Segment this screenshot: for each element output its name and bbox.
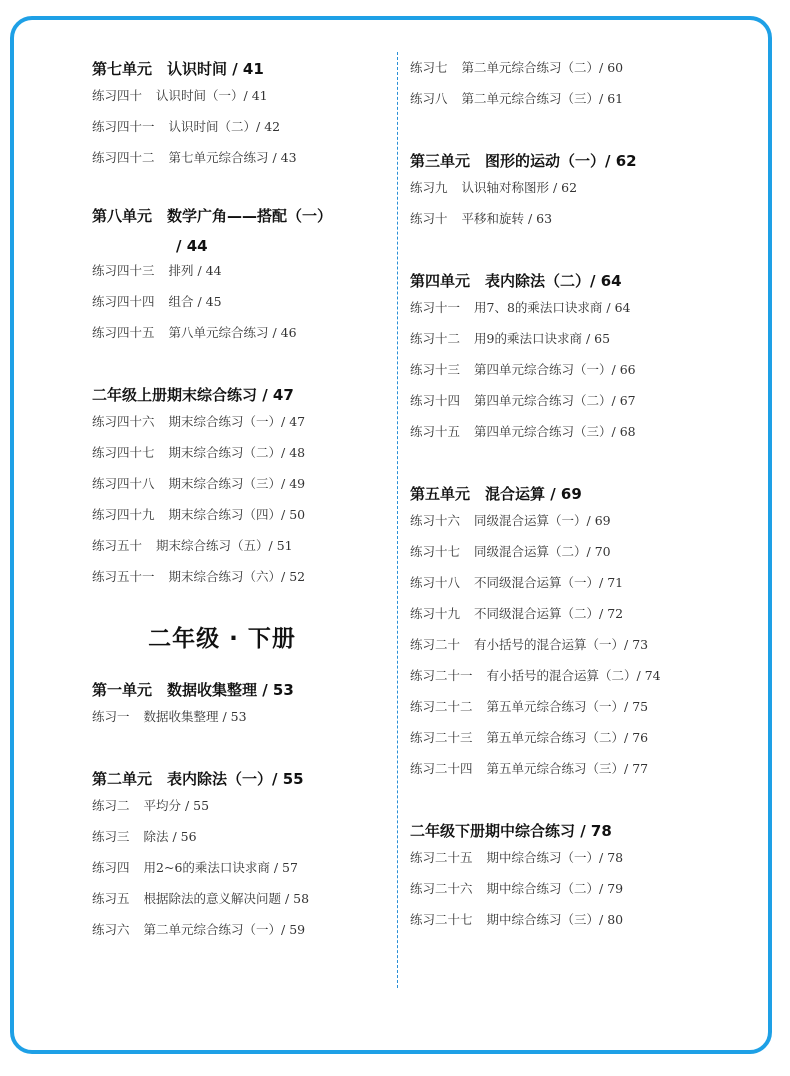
exercise-title: 第四单元综合练习（二）/ 67 xyxy=(474,393,636,408)
exercise-entry[interactable] xyxy=(92,852,382,883)
exercise-number: 练习二十 xyxy=(410,637,461,652)
exercise-number: 练习三 xyxy=(92,829,130,844)
exercise-title: 期中综合练习（一）/ 78 xyxy=(486,850,624,865)
exercise-entry[interactable] xyxy=(410,904,750,935)
exercise-entry[interactable] xyxy=(92,561,382,592)
toc-blocks xyxy=(410,52,750,935)
exercise-entry[interactable] xyxy=(410,292,750,323)
exercise-title: 有小括号的混合运算（一）/ 73 xyxy=(474,637,649,652)
exercise-title: 用7、8的乘法口诀求商 / 64 xyxy=(474,300,631,315)
unit-title-text: 第五单元 混合运算 / 69 xyxy=(410,485,582,503)
exercise-entry[interactable] xyxy=(410,842,750,873)
exercise-number: 练习十四 xyxy=(410,393,461,408)
exercise-number: 练习七 xyxy=(410,60,448,75)
exercise-entry[interactable] xyxy=(92,437,382,468)
toc-unit-block xyxy=(92,50,382,173)
exercise-title: 不同级混合运算（二）/ 72 xyxy=(474,606,624,621)
toc-unit-block xyxy=(410,262,750,447)
exercise-title: 同级混合运算（一）/ 69 xyxy=(474,513,611,528)
exercise-number: 练习一 xyxy=(92,709,130,724)
unit-title-text: 第二单元 表内除法（一）/ 55 xyxy=(92,770,304,788)
exercise-number: 练习八 xyxy=(410,91,448,106)
exercise-title: 认识时间（一）/ 41 xyxy=(156,88,268,103)
exercise-entry[interactable] xyxy=(92,317,382,348)
exercise-title: 第二单元综合练习（一）/ 59 xyxy=(143,922,306,937)
exercise-entry[interactable] xyxy=(92,255,382,286)
exercise-entry[interactable] xyxy=(410,691,750,722)
exercise-number: 练习九 xyxy=(410,180,448,195)
exercise-number: 练习十九 xyxy=(410,606,461,621)
unit-title[interactable] xyxy=(92,201,382,255)
toc-blocks-before xyxy=(92,50,382,592)
exercise-number: 练习二 xyxy=(92,798,130,813)
exercise-entry[interactable] xyxy=(92,701,382,732)
grade-heading: 二年级 · 下册 xyxy=(148,626,296,652)
exercise-title: 认识时间（二）/ 42 xyxy=(168,119,281,134)
exercise-number: 练习四十一 xyxy=(92,119,155,134)
exercise-title: 期中综合练习（二）/ 79 xyxy=(486,881,624,896)
exercise-number: 练习四十九 xyxy=(92,507,155,522)
exercise-title: 组合 / 45 xyxy=(168,294,222,309)
exercise-number: 练习二十一 xyxy=(410,668,473,683)
exercise-title: 用9的乘法口诀求商 / 65 xyxy=(474,331,611,346)
exercise-entry[interactable] xyxy=(92,406,382,437)
unit-title[interactable] xyxy=(92,671,382,701)
exercise-entry[interactable] xyxy=(92,499,382,530)
toc-unit-block xyxy=(410,812,750,935)
unit-title-text: 第七单元 认识时间 / 41 xyxy=(92,60,264,78)
exercise-number: 练习二十七 xyxy=(410,912,473,927)
exercise-entry[interactable] xyxy=(410,567,750,598)
exercise-entry[interactable] xyxy=(410,323,750,354)
exercise-number: 练习五 xyxy=(92,891,130,906)
exercise-number: 练习五十 xyxy=(92,538,143,553)
toc-unit-block xyxy=(92,760,382,945)
exercise-entry[interactable] xyxy=(410,52,750,83)
exercise-number: 练习四十八 xyxy=(92,476,155,491)
toc-blocks-after xyxy=(92,671,382,945)
exercise-entry[interactable] xyxy=(92,468,382,499)
exercise-entry[interactable] xyxy=(410,629,750,660)
exercise-title: 第八单元综合练习 / 46 xyxy=(168,325,297,340)
exercise-title: 同级混合运算（二）/ 70 xyxy=(474,544,611,559)
exercise-number: 练习五十一 xyxy=(92,569,155,584)
exercise-title: 期末综合练习（一）/ 47 xyxy=(168,414,306,429)
toc-unit-block xyxy=(410,475,750,784)
exercise-title: 期末综合练习（六）/ 52 xyxy=(168,569,306,584)
exercise-number: 练习十八 xyxy=(410,575,461,590)
exercise-title: 平均分 / 55 xyxy=(143,798,210,813)
exercise-title: 根据除法的意义解决问题 / 58 xyxy=(143,891,310,906)
exercise-number: 练习十五 xyxy=(410,424,461,439)
exercise-title: 期末综合练习（二）/ 48 xyxy=(168,445,306,460)
exercise-number: 练习四十 xyxy=(92,88,143,103)
exercise-number: 练习四十三 xyxy=(92,263,155,278)
exercise-title: 期末综合练习（五）/ 51 xyxy=(156,538,293,553)
toc-unit-block xyxy=(92,671,382,732)
toc-unit-block xyxy=(92,376,382,592)
exercise-title: 有小括号的混合运算（二）/ 74 xyxy=(486,668,661,683)
exercise-title: 期末综合练习（三）/ 49 xyxy=(168,476,306,491)
exercise-entry[interactable] xyxy=(410,598,750,629)
exercise-entry[interactable] xyxy=(410,83,750,114)
unit-title-text: 第一单元 数据收集整理 / 53 xyxy=(92,681,294,699)
exercise-title: 认识轴对称图形 / 62 xyxy=(461,180,578,195)
exercise-entry[interactable] xyxy=(410,536,750,567)
exercise-title: 平移和旋转 / 63 xyxy=(461,211,553,226)
exercise-number: 练习十三 xyxy=(410,362,461,377)
exercise-entry[interactable] xyxy=(410,873,750,904)
toc-unit-block xyxy=(410,52,750,114)
exercise-title: 第五单元综合练习（一）/ 75 xyxy=(486,699,649,714)
exercise-entry[interactable] xyxy=(92,142,382,173)
exercise-title: 用2~6的乘法口诀求商 / 57 xyxy=(143,860,298,875)
unit-title[interactable] xyxy=(410,142,750,172)
exercise-entry[interactable] xyxy=(410,753,750,784)
exercise-number: 练习四十二 xyxy=(92,150,155,165)
exercise-entry[interactable] xyxy=(92,914,382,945)
unit-title-text: 二年级下册期中综合练习 / 78 xyxy=(410,822,612,840)
exercise-number: 练习四十六 xyxy=(92,414,155,429)
unit-title-text: 二年级上册期末综合练习 / 47 xyxy=(92,386,294,404)
exercise-title: 排列 / 44 xyxy=(168,263,222,278)
exercise-number: 练习二十二 xyxy=(410,699,473,714)
exercise-title: 不同级混合运算（一）/ 71 xyxy=(474,575,624,590)
exercise-entry[interactable] xyxy=(92,530,382,561)
unit-title[interactable] xyxy=(410,812,750,842)
exercise-number: 练习二十四 xyxy=(410,761,473,776)
exercise-title: 第四单元综合练习（三）/ 68 xyxy=(474,424,636,439)
toc-right-column xyxy=(410,50,750,963)
exercise-entry[interactable] xyxy=(410,203,750,234)
exercise-number: 练习二十五 xyxy=(410,850,473,865)
unit-title[interactable] xyxy=(92,50,382,80)
exercise-number: 练习二十六 xyxy=(410,881,473,896)
exercise-title: 期末综合练习（四）/ 50 xyxy=(168,507,306,522)
unit-title[interactable] xyxy=(92,376,382,406)
exercise-entry[interactable] xyxy=(92,80,382,111)
exercise-entry[interactable] xyxy=(410,385,750,416)
exercise-title: 第五单元综合练习（二）/ 76 xyxy=(486,730,649,745)
exercise-number: 练习十 xyxy=(410,211,448,226)
exercise-number: 练习四十四 xyxy=(92,294,155,309)
unit-title[interactable] xyxy=(410,475,750,505)
exercise-entry[interactable] xyxy=(92,790,382,821)
exercise-entry[interactable] xyxy=(92,286,382,317)
exercise-title: 除法 / 56 xyxy=(143,829,197,844)
exercise-entry[interactable] xyxy=(410,354,750,385)
exercise-title: 数据收集整理 / 53 xyxy=(143,709,247,724)
exercise-title: 第二单元综合练习（二）/ 60 xyxy=(461,60,624,75)
exercise-number: 练习十一 xyxy=(410,300,461,315)
exercise-entry[interactable] xyxy=(92,821,382,852)
unit-title-text: 第四单元 表内除法（二）/ 64 xyxy=(410,272,622,290)
unit-title-continuation: / 44 xyxy=(176,237,208,255)
exercise-number: 练习二十三 xyxy=(410,730,473,745)
exercise-number: 练习四十五 xyxy=(92,325,155,340)
exercise-number: 练习十二 xyxy=(410,331,461,346)
exercise-number: 练习四十七 xyxy=(92,445,155,460)
exercise-title: 第五单元综合练习（三）/ 77 xyxy=(486,761,649,776)
exercise-title: 第四单元综合练习（一）/ 66 xyxy=(474,362,636,377)
exercise-entry[interactable] xyxy=(410,416,750,447)
exercise-entry[interactable] xyxy=(92,111,382,142)
exercise-title: 期中综合练习（三）/ 80 xyxy=(486,912,624,927)
exercise-title: 第二单元综合练习（三）/ 61 xyxy=(461,91,624,106)
toc-unit-block xyxy=(92,201,382,348)
unit-title[interactable] xyxy=(92,760,382,790)
toc-left-column xyxy=(92,50,382,973)
unit-title-text: 第三单元 图形的运动（一）/ 62 xyxy=(410,152,637,170)
column-divider xyxy=(397,52,398,988)
exercise-number: 练习四 xyxy=(92,860,130,875)
unit-title-text: 第八单元 数学广角——搭配（一） xyxy=(92,207,333,225)
exercise-number: 练习十七 xyxy=(410,544,461,559)
unit-title[interactable] xyxy=(410,262,750,292)
exercise-entry[interactable] xyxy=(410,172,750,203)
toc-unit-block xyxy=(410,142,750,234)
exercise-entry[interactable] xyxy=(410,722,750,753)
exercise-entry[interactable] xyxy=(92,883,382,914)
exercise-number: 练习十六 xyxy=(410,513,461,528)
exercise-entry[interactable] xyxy=(410,505,750,536)
exercise-entry[interactable] xyxy=(410,660,750,691)
exercise-title: 第七单元综合练习 / 43 xyxy=(168,150,297,165)
exercise-number: 练习六 xyxy=(92,922,130,937)
